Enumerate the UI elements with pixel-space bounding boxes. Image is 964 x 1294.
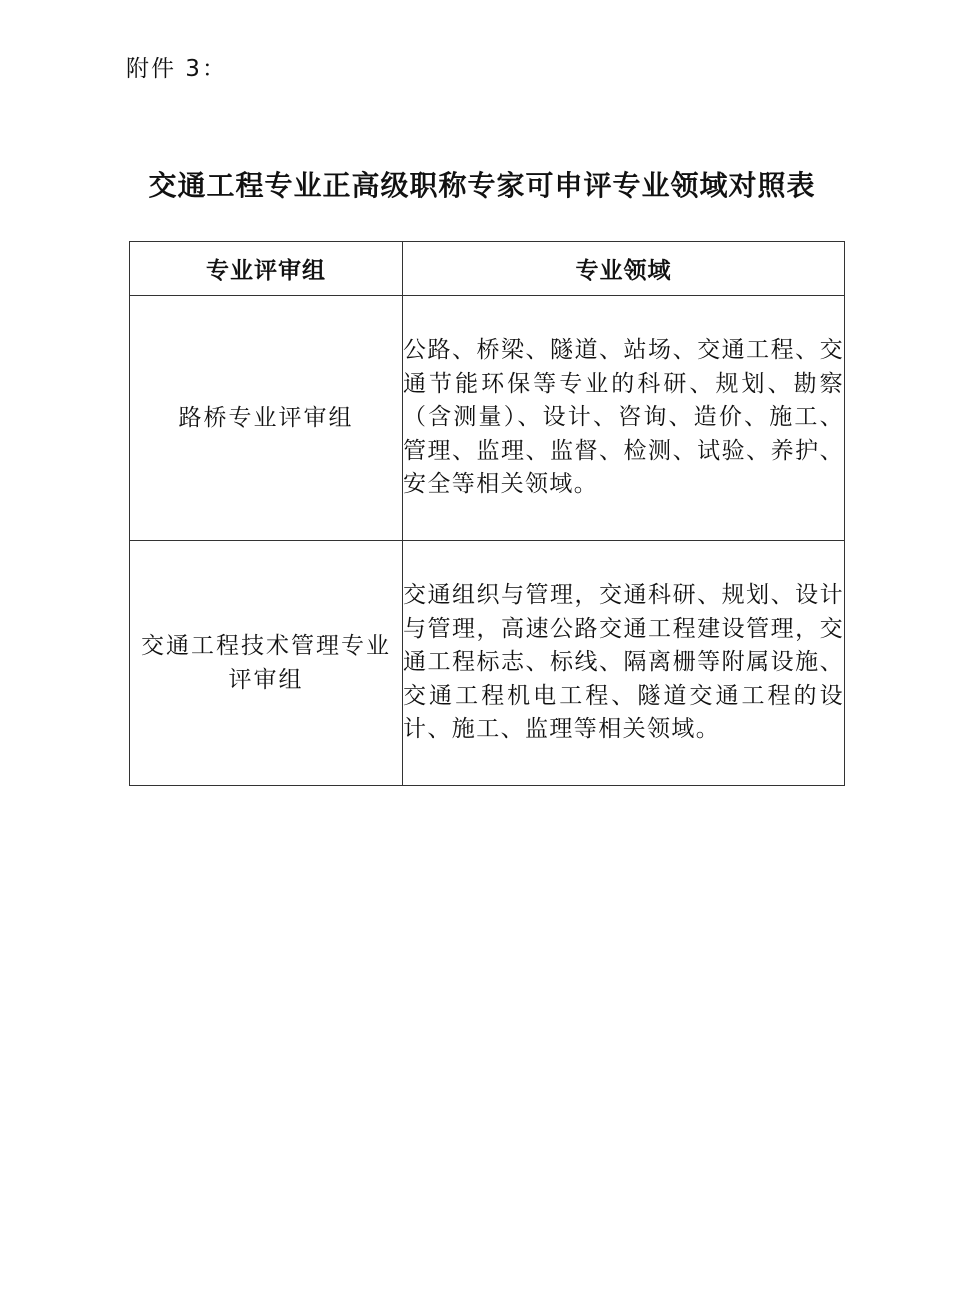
- group-cell: 交通工程技术管理专业评审组: [130, 541, 403, 786]
- attachment-label: 附件 3：: [126, 56, 227, 82]
- header-review-group: 专业评审组: [130, 242, 403, 296]
- table-row: [130, 296, 845, 541]
- table-row: [130, 541, 845, 786]
- page-title: 交通工程专业正高级职称专家可申评专业领域对照表: [148, 169, 816, 202]
- field-cell: 交通组织与管理，交通科研、规划、设计与管理，高速公路交通工程建设管理，交通工程标志、标线、隔离栅等附属设施、交通工程机电工程、隧道交通工程的设计、施工、监理等相关领域。: [403, 541, 845, 786]
- table-header-row: [130, 242, 845, 296]
- field-cell: 公路、桥梁、隧道、站场、交通工程、交通节能环保等专业的科研、规划、勘察（含测量）、设计、咨询、造价、施工、管理、监理、监督、检测、试验、养护、安全等相关领域。: [403, 296, 845, 541]
- header-professional-field: 专业领域: [403, 242, 845, 296]
- mapping-table: [129, 241, 845, 786]
- group-cell: 路桥专业评审组: [130, 296, 403, 541]
